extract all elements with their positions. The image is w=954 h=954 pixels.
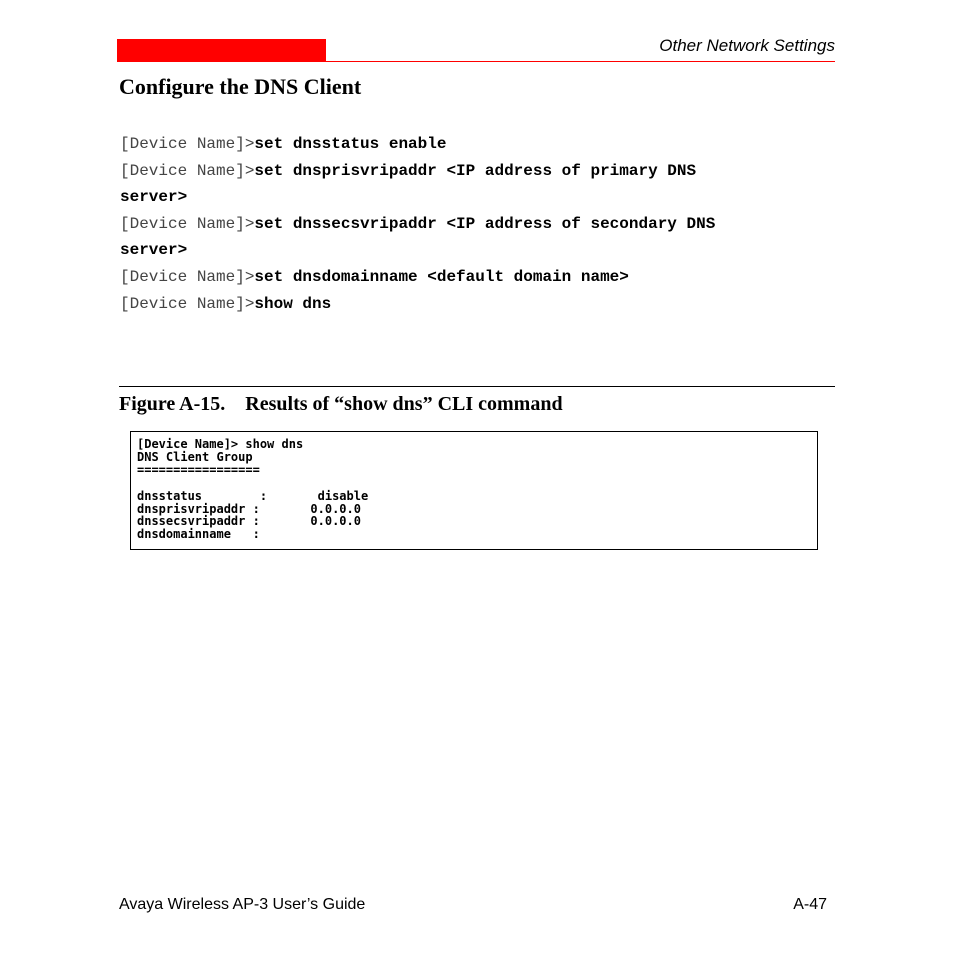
command-line <box>120 131 840 158</box>
terminal-line: ================= <box>137 462 260 477</box>
cli-prompt: [Device Name]> <box>120 161 255 180</box>
section-title: Configure the DNS Client <box>119 74 362 99</box>
cli-prompt: [Device Name]> <box>120 214 255 233</box>
terminal-line: [Device Name]> show dns <box>137 437 304 451</box>
header-rule <box>117 61 835 62</box>
terminal-line: DNS Client Group <box>137 449 253 464</box>
cli-prompt: [Device Name]> <box>120 267 255 286</box>
terminal-line: dnsstatus : disable <box>137 488 369 503</box>
command-line <box>120 291 840 318</box>
running-header: Other Network Settings <box>659 36 835 55</box>
terminal-line: dnsdomainname : <box>137 527 260 542</box>
command-line <box>120 158 840 185</box>
cli-prompt: [Device Name]> <box>120 294 255 313</box>
cli-prompt: [Device Name]> <box>120 135 255 153</box>
cli-command: set dnsprisvripaddr <IP address of primary DNS <box>254 161 697 180</box>
cli-command: server> <box>120 241 188 260</box>
header-accent-bar <box>117 39 326 61</box>
terminal-line <box>137 477 368 490</box>
figure-label: Figure A-15. <box>119 393 226 415</box>
page-number: A-47 <box>793 896 827 913</box>
command-line <box>120 184 840 211</box>
cli-command: set dnsstatus enable <box>254 135 447 153</box>
terminal-output <box>137 438 368 541</box>
cli-command: show dns <box>254 294 332 313</box>
command-line <box>120 264 840 291</box>
cli-command: set dnssecsvripaddr <IP address of secondary DNS <box>254 214 716 233</box>
command-line <box>120 237 840 264</box>
figure-rule <box>119 386 835 387</box>
command-line <box>120 211 840 238</box>
command-listing <box>120 131 840 317</box>
figure-caption <box>119 393 563 416</box>
figure-caption-text: Results of “show dns” CLI command <box>245 393 563 415</box>
terminal-line: dnsprisvripaddr : 0.0.0.0 <box>137 501 361 516</box>
cli-command: set dnsdomainname <default domain name> <box>254 267 629 286</box>
footer-guide-title: Avaya Wireless AP-3 User’s Guide <box>119 896 366 913</box>
terminal-line: dnssecsvripaddr : 0.0.0.0 <box>137 514 361 529</box>
cli-command: server> <box>120 188 188 207</box>
terminal-screenshot <box>130 431 818 550</box>
